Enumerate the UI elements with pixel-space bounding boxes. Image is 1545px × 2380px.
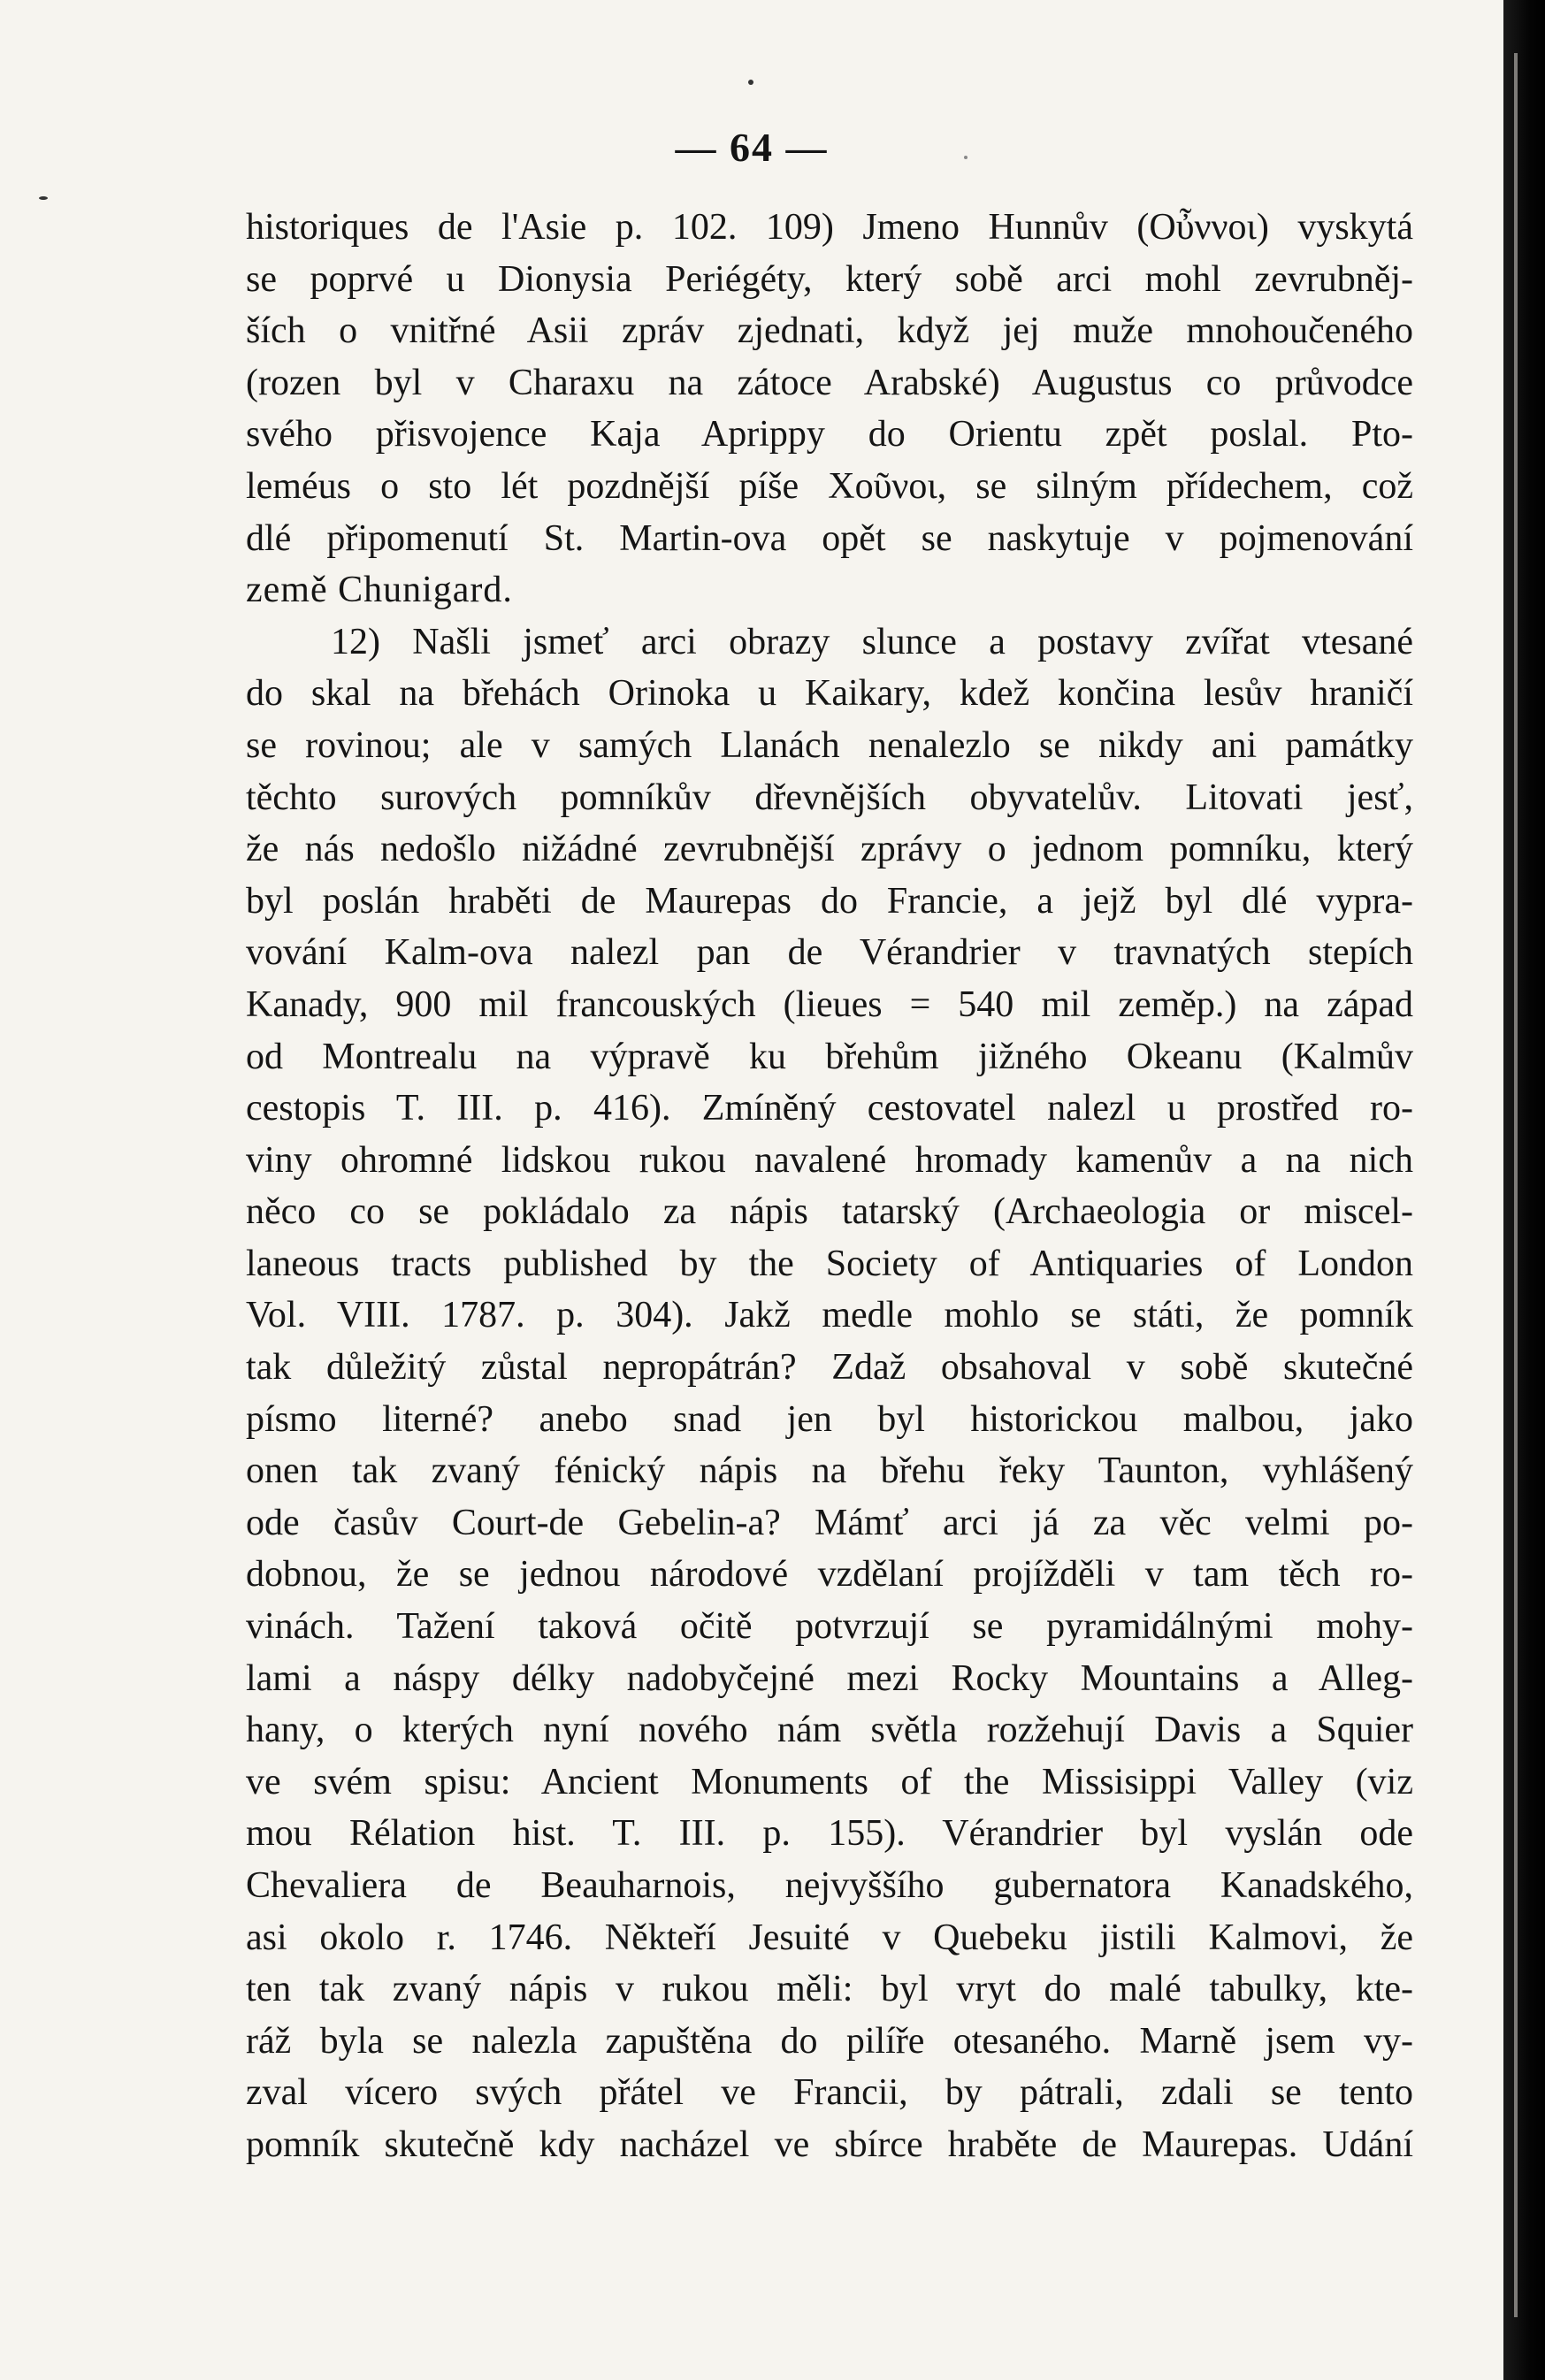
- text-line: těchto surových pomníkův dřevnějších obyvatelův. Litovati jesť,: [246, 777, 1413, 818]
- text-line: Chevaliera de Beauharnois, nejvyššího gubernatora Kanadského,: [246, 1865, 1413, 1906]
- text-line: pomník skutečně kdy nacházel ve sbírce hraběte de Maurepas. Udání: [246, 2124, 1413, 2165]
- text-line: se rovinou; ale v samých Llanách nenalezlo se nikdy ani památky: [246, 724, 1413, 766]
- text-line: že nás nedošlo nižádné zevrubnější zprávy o jednom pomníku, který: [246, 829, 1413, 870]
- text-line: asi okolo r. 1746. Někteří Jesuité v Quebeku jistili Kalmovi, že: [246, 1917, 1413, 1958]
- text-line: mou Rélation hist. T. III. p. 155). Vérandrier byl vyslán ode: [246, 1813, 1413, 1855]
- text-line: do skal na břehách Orinoka u Kaikary, kdež končina lesův hraničí: [246, 673, 1413, 715]
- text-line: ode časův Court-de Gebelin-a? Mámť arci já za věc velmi po-: [246, 1502, 1413, 1543]
- text-line: Vol. VIII. 1787. p. 304). Jakž medle mohlo se státi, že pomník: [246, 1295, 1413, 1336]
- scan-border: [1503, 0, 1545, 2380]
- text-line: vování Kalm-ova nalezl pan de Vérandrier v travnatých stepích: [246, 932, 1413, 974]
- text-line: (rozen byl v Charaxu na zátoce Arabské) Augustus co průvodce: [246, 362, 1413, 403]
- text-line: cestopis T. III. p. 416). Zmíněný cestovatel nalezl u prostřed ro-: [246, 1088, 1413, 1129]
- text-line: lami a náspy délky nadobyčejné mezi Rocky Mountains a Alleg-: [246, 1657, 1413, 1699]
- scan-speck: [964, 156, 968, 159]
- scan-border-line: [1514, 53, 1518, 2317]
- text-line: ráž byla se nalezla zapuštěna do pilíře otesaného. Marně jsem vy-: [246, 2020, 1413, 2062]
- text-line: něco co se pokládalo za nápis tatarský (Archaeologia or miscel-: [246, 1191, 1413, 1233]
- text-line: od Montrealu na výpravě ku břehům jižného Okeanu (Kalmův: [246, 1036, 1413, 1077]
- text-line: onen tak zvaný fénický nápis na břehu řeky Taunton, vyhlášený: [246, 1450, 1413, 1492]
- text-line: hany, o kterých nyní nového nám světla rozžehují Davis a Squier: [246, 1710, 1413, 1751]
- text-line: leméus o sto lét pozdnější píše Χοῦνοι, se silným přídechem, což: [246, 465, 1413, 507]
- scan-speck: [748, 80, 753, 85]
- text-line: ších o vnitřné Asii zpráv zjednati, když jej muže mnohoučeného: [246, 310, 1413, 352]
- text-line: ve svém spisu: Ancient Monuments of the Missisippi Valley (viz: [246, 1761, 1413, 1802]
- text-line: byl poslán hraběti de Maurepas do Francie, a jejž byl dlé vypra-: [246, 880, 1413, 922]
- paragraph-start-line: 12) Našli jsmeť arci obrazy slunce a postavy zvířat vtesané: [331, 621, 1413, 662]
- text-line: historiques de l'Asie p. 102. 109) Jmeno Hunnův (Οὖννοι) vyskytá: [246, 207, 1413, 248]
- text-line: tak důležitý zůstal nepropátrán? Zdaž obsahoval v sobě skutečné: [246, 1347, 1413, 1389]
- text-line: Kanady, 900 mil francouských (lieues = 540 mil zeměp.) na západ: [246, 983, 1413, 1025]
- body-text: [246, 202, 1413, 2171]
- text-line: laneous tracts published by the Society of Antiquaries of London: [246, 1243, 1413, 1284]
- text-line: svého přisvojence Kaja Aprippy do Orientu zpět poslal. Pto-: [246, 414, 1413, 455]
- page-number: — 64 —: [675, 125, 829, 170]
- text-line: dobnou, že se jednou národové vzdělaní projížděli v tam těch ro-: [246, 1554, 1413, 1596]
- scan-speck: [39, 196, 48, 200]
- text-line: země Chunigard.: [246, 570, 513, 611]
- text-line: viny ohromné lidskou rukou navalené hromady kamenův a na nich: [246, 1139, 1413, 1181]
- text-line: ten tak zvaný nápis v rukou měli: byl vryt do malé tabulky, kte-: [246, 1969, 1413, 2010]
- text-line: zval vícero svých přátel ve Francii, by pátrali, zdali se tento: [246, 2072, 1413, 2114]
- text-line: vinách. Tažení taková očitě potvrzují se pyramidálnými mohy-: [246, 1606, 1413, 1648]
- text-line: písmo literné? anebo snad jen byl historickou malbou, jako: [246, 1398, 1413, 1440]
- text-line: dlé připomenutí St. Martin-ova opět se naskytuje v pojmenování: [246, 517, 1413, 559]
- text-line: se poprvé u Dionysia Periégéty, který sobě arci mohl zevrubněj-: [246, 258, 1413, 300]
